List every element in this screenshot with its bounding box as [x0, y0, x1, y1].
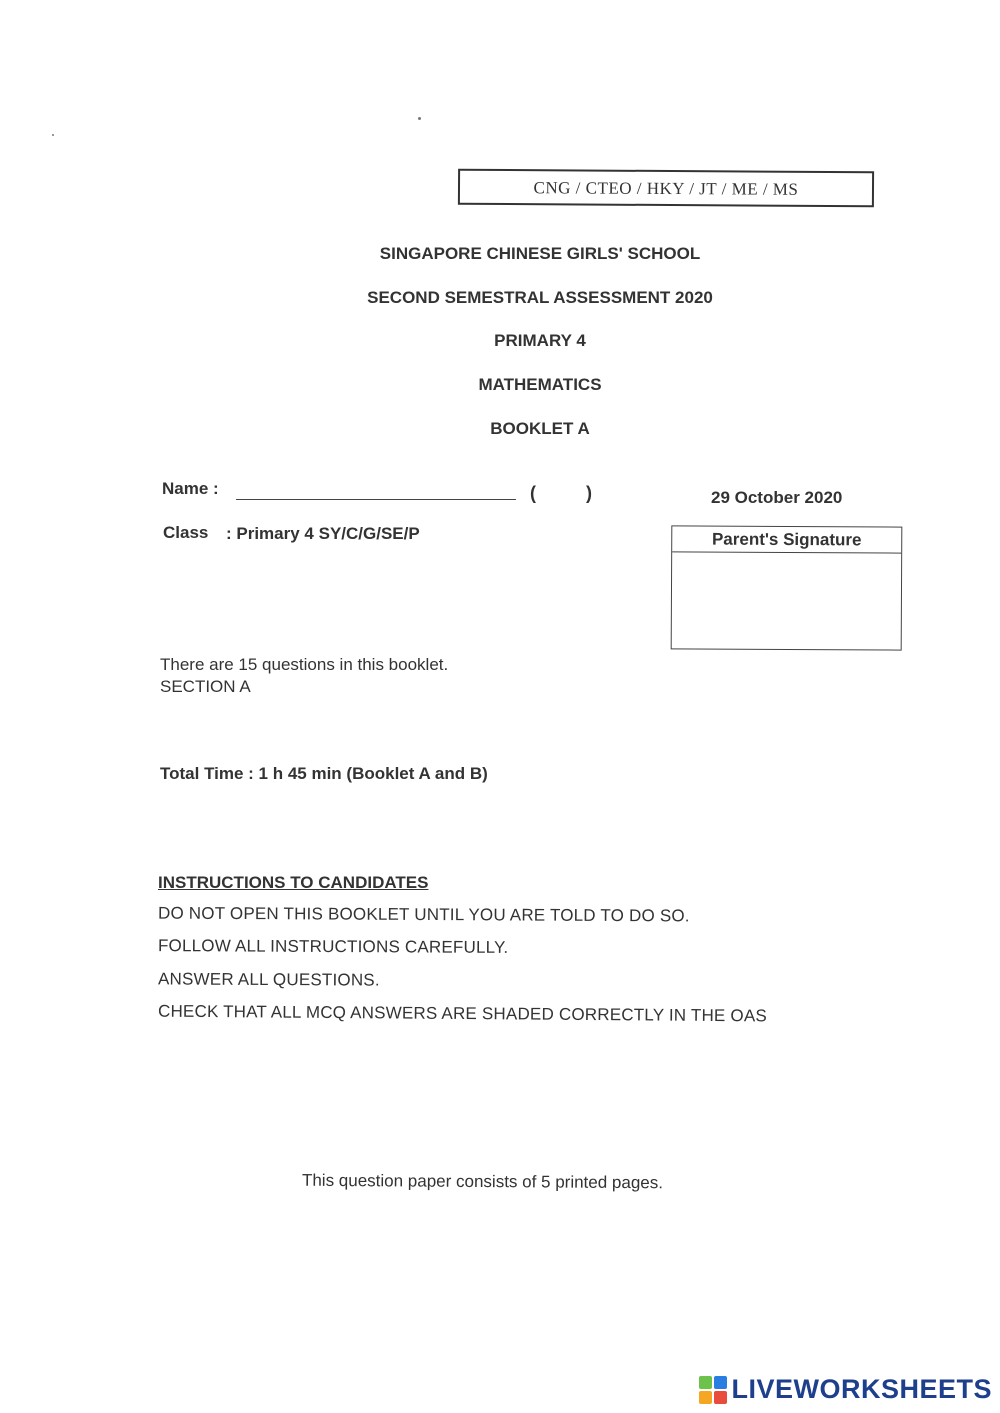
class-codes-box: CNG / CTEO / HKY / JT / ME / MS	[458, 169, 874, 208]
assessment-title: SECOND SEMESTRAL ASSESSMENT 2020	[367, 288, 713, 307]
exam-date: 29 October 2020	[711, 488, 843, 507]
instruction-item: ANSWER ALL QUESTIONS.	[157, 969, 380, 990]
questions-count: There are 15 questions in this booklet.	[160, 655, 449, 674]
index-paren-open: (	[530, 483, 536, 503]
instruction-item: FOLLOW ALL INSTRUCTIONS CAREFULLY.	[157, 936, 509, 957]
school-name: SINGAPORE CHINESE GIRLS' SCHOOL	[379, 244, 701, 263]
name-field-line[interactable]	[236, 499, 516, 500]
parent-signature-box[interactable]	[671, 525, 903, 650]
scan-speck	[52, 134, 54, 136]
liveworksheets-logo-icon	[699, 1376, 727, 1404]
class-label: Class	[163, 523, 209, 542]
brand-text: LIVEWORKSHEETS	[731, 1374, 992, 1404]
parent-signature-label: Parent's Signature	[672, 526, 901, 553]
liveworksheets-brand[interactable]	[699, 1374, 992, 1405]
instruction-item: DO NOT OPEN THIS BOOKLET UNTIL YOU ARE TOLD TO DO SO.	[157, 903, 690, 926]
section-label: SECTION A	[160, 677, 251, 696]
pages-note: This question paper consists of 5 printed pages.	[301, 1170, 664, 1193]
scan-speck	[418, 117, 421, 120]
name-label: Name :	[162, 479, 219, 498]
booklet-title: BOOKLET A	[490, 419, 590, 438]
class-value: : Primary 4 SY/C/G/SE/P	[226, 524, 420, 543]
instruction-item: CHECK THAT ALL MCQ ANSWERS ARE SHADED CORRECTLY IN THE OAS	[157, 1001, 768, 1026]
level-title: PRIMARY 4	[494, 331, 586, 350]
subject-title: MATHEMATICS	[478, 375, 602, 394]
instructions-heading: INSTRUCTIONS TO CANDIDATES	[158, 873, 429, 892]
index-paren-close: )	[586, 483, 592, 503]
total-time: Total Time : 1 h 45 min (Booklet A and B)	[160, 764, 488, 783]
